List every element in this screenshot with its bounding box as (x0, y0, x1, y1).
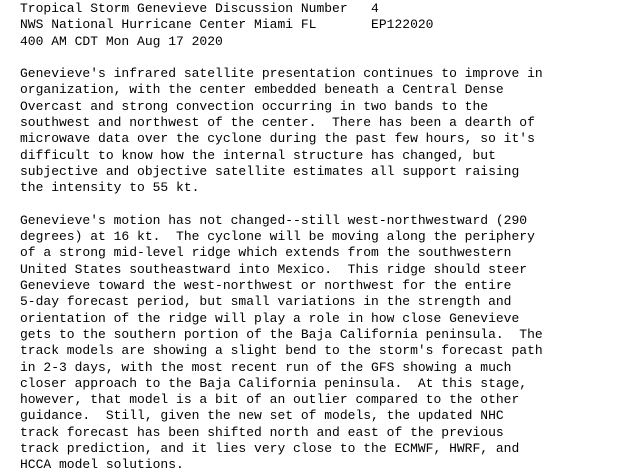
text-line: however, that model is a bit of an outlier compared to the other (20, 392, 520, 408)
header-title-line: Tropical Storm Genevieve Discussion Number 4 (20, 1, 379, 16)
text-line: Genevieve toward the west-northwest or northwest for the entire (20, 278, 512, 294)
text-line: of a strong mid-level ridge which extends from the southwestern (20, 245, 512, 261)
text-line: the intensity to 55 kt. (20, 180, 200, 196)
header-office-line: NWS National Hurricane Center Miami FL EP122020 (20, 17, 434, 33)
text-line: subjective and objective satellite estimates all support raising (20, 163, 520, 179)
text-line: Genevieve's infrared satellite presentation continues to improve in (20, 66, 543, 82)
text-line: southwest and northwest of the center. There has been a dearth of (20, 115, 535, 131)
text-line: HCCA model solutions. (20, 457, 184, 473)
text-line: difficult to know how the internal structure has changed, but (20, 147, 496, 163)
text-line: 5-day forecast period, but small variations in the strength and (20, 294, 512, 310)
text-line: guidance. Still, given the new set of models, the updated NHC (20, 408, 504, 424)
paragraph-motion (20, 213, 624, 474)
text-line: United States southeastward into Mexico. This ridge should steer (20, 261, 528, 277)
text-line: track models are showing a slight bend to the storm's forecast path (20, 343, 543, 359)
text-line: in 2-3 days, with the most recent run of the GFS showing a much (20, 359, 512, 375)
text-line: gets to the southern portion of the Baja California peninsula. The (20, 326, 543, 342)
text-line: closer approach to the Baja California peninsula. At this stage, (20, 375, 528, 391)
text-line: Genevieve's motion has not changed--still west-northwestward (290 (20, 212, 528, 228)
text-line: microwave data over the cyclone during the past few hours, so it's (20, 131, 535, 147)
discussion-document (20, 0, 624, 474)
text-line: organization, with the center embedded beneath a Central Dense (20, 82, 504, 98)
text-line: Overcast and strong convection occurring in two bands to the (20, 98, 489, 114)
text-line: track forecast has been shifted north and east of the previous (20, 424, 504, 440)
paragraph-intensity (20, 66, 624, 196)
text-line: orientation of the ridge will play a role in how close Genevieve (20, 310, 520, 326)
header-date-line: 400 AM CDT Mon Aug 17 2020 (20, 33, 223, 49)
discussion-header (20, 1, 624, 50)
text-line: degrees) at 16 kt. The cyclone will be moving along the periphery (20, 229, 535, 245)
text-line: track prediction, and it lies very close to the ECMWF, HWRF, and (20, 441, 520, 457)
